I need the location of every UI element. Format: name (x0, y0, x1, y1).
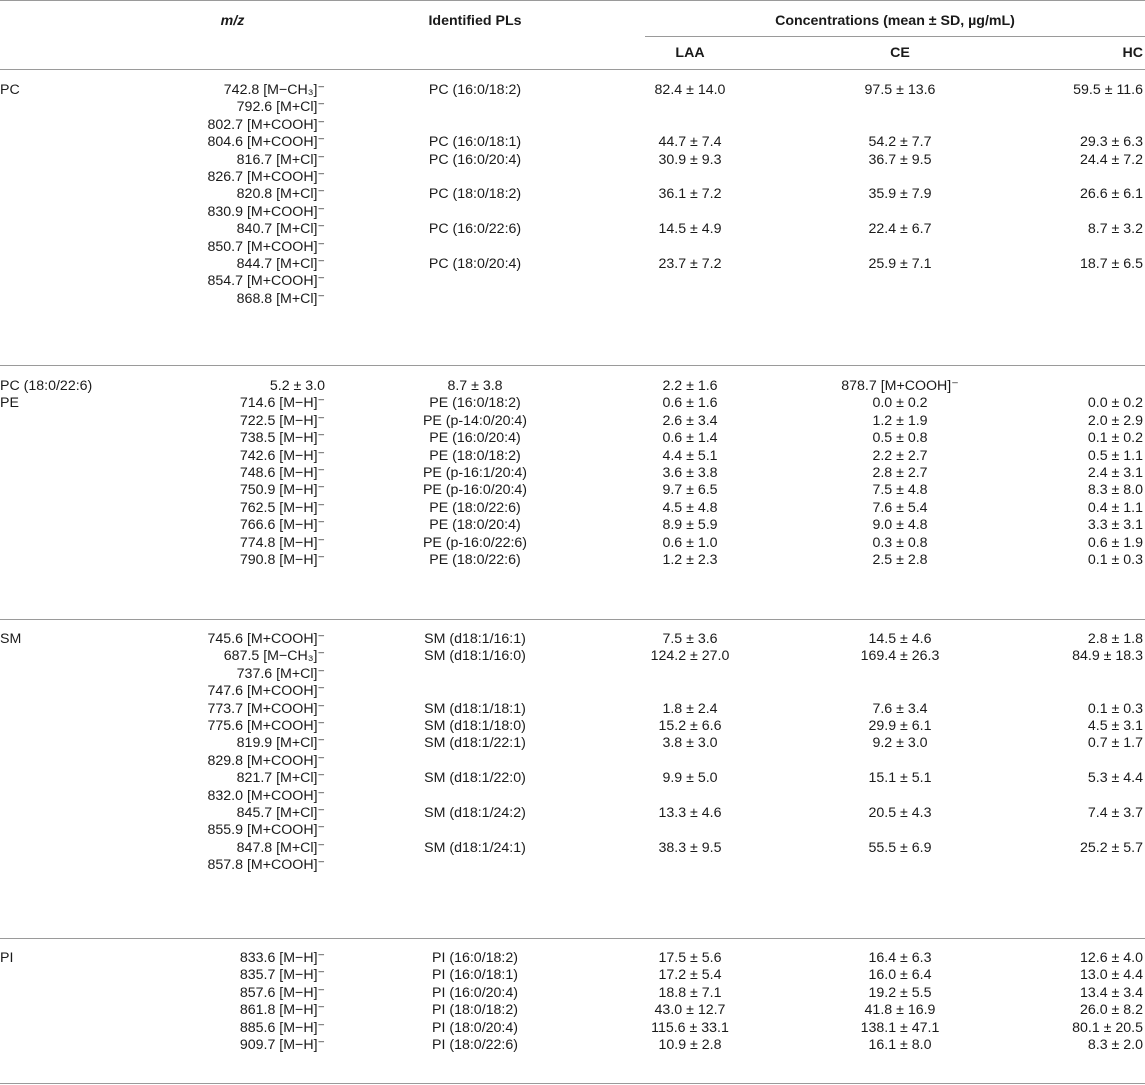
laa-value: 0.6 ± 1.6 (662, 395, 718, 412)
hc-value: 29.3 ± 6.3 (1079, 134, 1143, 151)
identified-pl: PI (18:0/18:2) (432, 1002, 518, 1019)
header-laa: LAA (675, 45, 705, 61)
hc-value: 0.1 ± 0.2 (1087, 430, 1143, 447)
ce-value: 0.5 ± 0.8 (872, 430, 928, 447)
hc-value: 0.4 ± 1.1 (1087, 499, 1143, 516)
mz-cell (140, 841, 325, 876)
identified-pl: PE (p-14:0/20:4) (422, 412, 528, 429)
hc-value: 8.3 ± 8.0 (1087, 482, 1143, 499)
mz-value: 687.5 [M−CH₃]⁻ (223, 648, 325, 665)
laa-value: 115.6 ± 33.1 (651, 1019, 729, 1036)
mz-value: 854.7 [M+COOH]⁻ (207, 273, 325, 290)
mz-value: 737.6 [M+Cl]⁻ (236, 665, 325, 682)
ce-value: 35.9 ± 7.9 (868, 186, 932, 203)
laa-value: 38.3 ± 9.5 (658, 839, 722, 856)
hc-value: 8.3 ± 2.0 (1087, 1037, 1143, 1053)
hc-value: 18.7 ± 6.5 (1079, 256, 1143, 272)
mz-cell (140, 431, 325, 448)
mz-value: 742.6 [M−H]⁻ (239, 447, 325, 464)
bottom-rule (0, 1083, 1145, 1084)
hc-value: 26.6 ± 6.1 (1079, 186, 1143, 203)
hc-value: 12.6 ± 4.0 (1079, 950, 1143, 966)
mz-value: 748.6 [M−H]⁻ (239, 465, 325, 481)
hc-value: 24.4 ± 7.2 (1079, 151, 1143, 168)
laa-value: 17.5 ± 5.6 (658, 950, 722, 966)
ce-value: 14.5 ± 4.6 (868, 631, 932, 647)
ce-value: 16.4 ± 6.3 (868, 950, 932, 966)
ce-value: 16.1 ± 8.0 (868, 1037, 932, 1053)
mz-cell (140, 806, 325, 841)
mz-cell (140, 951, 325, 968)
identified-pl: PC (16:0/20:4) (428, 151, 522, 168)
laa-value: 3.6 ± 3.8 (662, 465, 718, 481)
laa-value: 23.7 ± 7.2 (658, 256, 722, 272)
mz-value: 747.6 [M+COOH]⁻ (207, 683, 325, 700)
mz-value: 773.7 [M+COOH]⁻ (207, 700, 325, 717)
laa-value: 82.4 ± 14.0 (654, 82, 726, 98)
ce-value: 9.2 ± 3.0 (872, 735, 928, 752)
section-label: SM (0, 631, 22, 647)
mz-cell (140, 187, 325, 222)
mz-cell (140, 736, 325, 771)
laa-value: 9.7 ± 6.5 (662, 482, 718, 499)
hc-value: 13.0 ± 4.4 (1079, 967, 1143, 984)
mz-value: 835.7 [M−H]⁻ (239, 967, 325, 984)
mz-value: 844.7 [M+Cl]⁻ (236, 256, 325, 272)
mz-value: 775.6 [M+COOH]⁻ (207, 718, 325, 734)
section-label: PE (0, 395, 19, 412)
mz-value: 802.7 [M+COOH]⁻ (207, 116, 325, 133)
laa-value: 13.3 ± 4.6 (658, 805, 722, 821)
laa-value: 7.5 ± 3.6 (662, 631, 718, 647)
identified-pl: PE (p-16:0/20:4) (422, 482, 528, 499)
mz-cell (140, 1021, 325, 1038)
laa-value: 30.9 ± 9.3 (658, 151, 722, 168)
hc-value: 25.2 ± 5.7 (1079, 839, 1143, 856)
mz-value: 830.9 [M+COOH]⁻ (207, 203, 325, 220)
mz-cell (140, 1003, 325, 1020)
mz-value: 742.8 [M−CH₃]⁻ (223, 82, 325, 98)
ce-value: 15.1 ± 5.1 (868, 770, 932, 787)
hc-value: 0.5 ± 1.1 (1087, 447, 1143, 464)
concentrations-rule (645, 36, 1145, 37)
identified-pl: PE (18:0/18:2) (429, 447, 521, 464)
header-concentrations: Concentrations (mean ± SD, µg/mL) (775, 13, 1015, 29)
section-rule (0, 619, 1145, 620)
mz-value: 790.8 [M−H]⁻ (239, 552, 325, 568)
hc-value: 2.8 ± 1.8 (1087, 631, 1143, 647)
mz-value: 762.5 [M−H]⁻ (239, 499, 325, 516)
mz-cell (140, 702, 325, 719)
identified-pl: PE (18:0/22:6) (429, 552, 521, 568)
header-identified-pls: Identified PLs (428, 13, 522, 29)
identified-pl: PC (18:0/20:4) (428, 256, 522, 272)
mz-cell (140, 501, 325, 518)
hc-value: 3.3 ± 3.1 (1087, 517, 1143, 534)
mz-cell (140, 968, 325, 985)
mz-value: 821.7 [M+Cl]⁻ (236, 770, 325, 787)
laa-value: 17.2 ± 5.4 (658, 967, 722, 984)
laa-value: 1.2 ± 2.3 (662, 552, 718, 568)
mz-value: 804.6 [M+COOH]⁻ (207, 134, 325, 151)
laa-value: 10.9 ± 2.8 (658, 1037, 722, 1053)
ce-value: 138.1 ± 47.1 (860, 1019, 940, 1036)
mz-cell (140, 396, 325, 413)
ce-value: 0.0 ± 0.2 (872, 395, 928, 412)
ce-value: 2.2 ± 2.7 (872, 447, 928, 464)
hc-value: 13.4 ± 3.4 (1079, 984, 1143, 1001)
ce-value: 7.5 ± 4.8 (872, 482, 928, 499)
mz-value: 766.6 [M−H]⁻ (239, 517, 325, 534)
header-rule (0, 69, 1145, 70)
laa-value: 15.2 ± 6.6 (658, 718, 722, 734)
hc-value: 8.7 ± 3.2 (1087, 221, 1143, 238)
identified-pl: PC (18:0/18:2) (428, 186, 522, 203)
ce-value: 19.2 ± 5.5 (868, 984, 932, 1001)
mz-value: 714.6 [M−H]⁻ (239, 395, 325, 412)
mz-cell (140, 449, 325, 466)
section-rule (0, 365, 1145, 366)
top-rule (0, 0, 1145, 1)
mz-cell (140, 414, 325, 431)
mz-value: 850.7 [M+COOH]⁻ (207, 238, 325, 255)
mz-value: 857.8 [M+COOH]⁻ (207, 857, 325, 874)
identified-pl: SM (d18:1/16:1) (424, 631, 526, 647)
identified-pl: SM (d18:1/24:1) (424, 839, 526, 856)
identified-pl: SM (d18:1/18:1) (424, 700, 526, 717)
laa-value: 4.5 ± 4.8 (662, 499, 718, 516)
identified-pl: PE (18:0/22:6) (429, 499, 521, 516)
hc-value: 0.1 ± 0.3 (1087, 552, 1143, 568)
ce-value: 1.2 ± 1.9 (872, 412, 928, 429)
mz-cell (140, 1038, 325, 1055)
mz-value: 819.9 [M+Cl]⁻ (236, 735, 325, 752)
mz-cell (140, 771, 325, 806)
laa-value: 2.2 ± 1.6 (662, 378, 718, 394)
identified-pl: PE (16:0/18:2) (429, 395, 521, 412)
mz-cell (140, 222, 325, 257)
mz-cell (140, 719, 325, 736)
identified-pl: SM (d18:1/22:0) (424, 770, 526, 787)
mz-value: 868.8 [M+Cl]⁻ (236, 290, 325, 307)
mz-value: 826.7 [M+COOH]⁻ (207, 168, 325, 185)
identified-pl: PE (p-16:0/22:6) (422, 534, 528, 551)
mz-value: 857.6 [M−H]⁻ (239, 984, 325, 1001)
laa-value: 36.1 ± 7.2 (658, 186, 722, 203)
section-label: PI (0, 950, 14, 966)
identified-pl: 8.7 ± 3.8 (447, 378, 503, 394)
identified-pl: SM (d18:1/22:1) (424, 735, 526, 752)
header-mz: m/z (220, 13, 245, 29)
laa-value: 2.6 ± 3.4 (662, 412, 718, 429)
mz-value: 745.6 [M+COOH]⁻ (207, 631, 325, 647)
mz-cell (140, 257, 325, 309)
mz-value: 792.6 [M+Cl]⁻ (236, 99, 325, 116)
laa-value: 18.8 ± 7.1 (658, 984, 722, 1001)
hc-value: 0.1 ± 0.3 (1087, 700, 1143, 717)
identified-pl: PE (18:0/20:4) (429, 517, 521, 534)
hc-value: 2.4 ± 3.1 (1087, 465, 1143, 481)
identified-pl: PI (18:0/22:6) (432, 1037, 518, 1053)
hc-value: 84.9 ± 18.3 (1072, 648, 1143, 665)
laa-value: 124.2 ± 27.0 (650, 648, 730, 665)
ce-value: 7.6 ± 5.4 (872, 499, 928, 516)
mz-value: 847.8 [M+Cl]⁻ (236, 839, 325, 856)
header-hc: HC (1122, 45, 1143, 61)
hc-value: 7.4 ± 3.7 (1087, 805, 1143, 821)
mz-value: 738.5 [M−H]⁻ (239, 430, 325, 447)
laa-value: 1.8 ± 2.4 (662, 700, 718, 717)
ce-value: 54.2 ± 7.7 (868, 134, 932, 151)
hc-value: 26.0 ± 8.2 (1079, 1002, 1143, 1019)
row-label: PC (18:0/22:6) (0, 378, 93, 394)
ce-value: 7.6 ± 3.4 (872, 700, 928, 717)
ce-value: 55.5 ± 6.9 (868, 839, 932, 856)
mz-value: 861.8 [M−H]⁻ (239, 1002, 325, 1019)
identified-pl: PI (18:0/20:4) (432, 1019, 518, 1036)
mz-value: 820.8 [M+Cl]⁻ (236, 186, 325, 203)
hc-value: 0.7 ± 1.7 (1087, 735, 1143, 752)
ce-value: 36.7 ± 9.5 (868, 151, 932, 168)
laa-value: 4.4 ± 5.1 (662, 447, 718, 464)
mz-value: 855.9 [M+COOH]⁻ (207, 822, 325, 839)
ce-value: 0.3 ± 0.8 (872, 534, 928, 551)
identified-pl: PC (16:0/18:2) (428, 82, 522, 98)
mz-value: 909.7 [M−H]⁻ (239, 1037, 325, 1053)
mz-value: 774.8 [M−H]⁻ (239, 534, 325, 551)
ce-value: 97.5 ± 13.6 (864, 82, 936, 98)
mz-cell (140, 632, 325, 649)
identified-pl: PI (16:0/18:2) (432, 950, 518, 966)
laa-value: 14.5 ± 4.9 (658, 221, 722, 238)
laa-value: 44.7 ± 7.4 (658, 134, 722, 151)
ce-value: 22.4 ± 6.7 (868, 221, 932, 238)
identified-pl: SM (d18:1/24:2) (424, 805, 526, 821)
laa-value: 0.6 ± 1.4 (662, 430, 718, 447)
mz-value: 816.7 [M+Cl]⁻ (236, 151, 325, 168)
hc-value: 0.6 ± 1.9 (1087, 534, 1143, 551)
ce-value: 2.8 ± 2.7 (872, 465, 928, 481)
hc-value: 0.0 ± 0.2 (1087, 395, 1143, 412)
mz-cell (140, 83, 325, 135)
ce-value: 9.0 ± 4.8 (872, 517, 928, 534)
mz-cell (140, 553, 325, 570)
hc-value: 4.5 ± 3.1 (1087, 718, 1143, 734)
hc-value: 80.1 ± 20.5 (1072, 1019, 1143, 1036)
mz-cell (140, 986, 325, 1003)
mz-cell (140, 649, 325, 701)
ce-value: 2.5 ± 2.8 (872, 552, 928, 568)
mz-cell (140, 518, 325, 535)
hc-value: 59.5 ± 11.6 (1073, 82, 1143, 98)
mz-value: 840.7 [M+Cl]⁻ (236, 221, 325, 238)
laa-value: 9.9 ± 5.0 (662, 770, 718, 787)
ce-value: 169.4 ± 26.3 (860, 648, 940, 665)
ce-value: 878.7 [M+COOH]⁻ (841, 378, 959, 394)
identified-pl: PI (16:0/18:1) (432, 967, 518, 984)
mz-value: 722.5 [M−H]⁻ (239, 412, 325, 429)
mz-value: 832.0 [M+COOH]⁻ (207, 787, 325, 804)
mz-value: 833.6 [M−H]⁻ (239, 950, 325, 966)
section-rule (0, 938, 1145, 939)
ce-value: 41.8 ± 16.9 (864, 1002, 936, 1019)
header-ce: CE (890, 45, 910, 61)
laa-value: 0.6 ± 1.0 (662, 534, 718, 551)
hc-value: 5.3 ± 4.4 (1087, 770, 1143, 787)
ce-value: 25.9 ± 7.1 (868, 256, 932, 272)
identified-pl: SM (d18:1/16:0) (424, 648, 526, 665)
ce-value: 29.9 ± 6.1 (868, 718, 932, 734)
identified-pl: PC (16:0/22:6) (428, 221, 522, 238)
laa-value: 3.8 ± 3.0 (662, 735, 718, 752)
mz-cell (140, 135, 325, 152)
hc-value: 2.0 ± 2.9 (1087, 412, 1143, 429)
mz-cell (140, 153, 325, 188)
ce-value: 16.0 ± 6.4 (868, 967, 932, 984)
mz-value: 845.7 [M+Cl]⁻ (236, 805, 325, 821)
mz-value: 5.2 ± 3.0 (269, 378, 325, 394)
laa-value: 43.0 ± 12.7 (654, 1002, 726, 1019)
identified-pl: PI (16:0/20:4) (432, 984, 518, 1001)
mz-value: 829.8 [M+COOH]⁻ (207, 752, 325, 769)
identified-pl: PE (16:0/20:4) (429, 430, 521, 447)
identified-pl: SM (d18:1/18:0) (424, 718, 526, 734)
mz-value: 750.9 [M−H]⁻ (239, 482, 325, 499)
mz-cell (140, 466, 325, 483)
mz-value: 885.6 [M−H]⁻ (239, 1019, 325, 1036)
laa-value: 8.9 ± 5.9 (662, 517, 718, 534)
identified-pl: PE (p-16:1/20:4) (422, 465, 528, 481)
mz-cell (140, 536, 325, 553)
mz-cell (140, 483, 325, 500)
section-label: PC (0, 82, 20, 98)
identified-pl: PC (16:0/18:1) (428, 134, 522, 151)
ce-value: 20.5 ± 4.3 (868, 805, 932, 821)
